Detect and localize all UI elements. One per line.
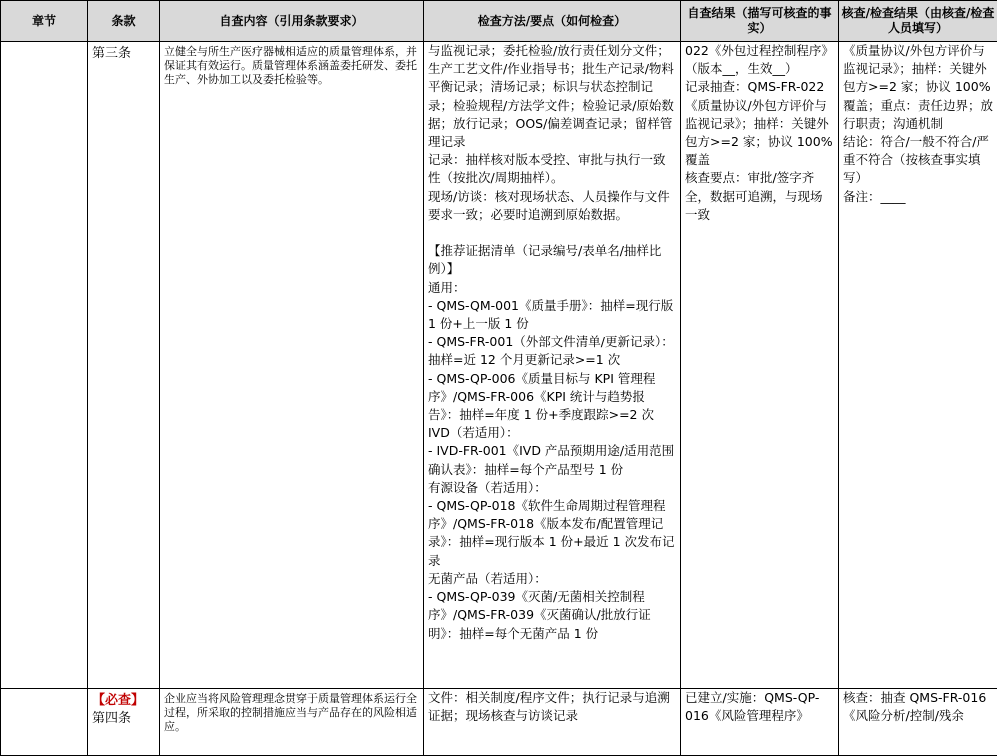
header-article: 条款 <box>88 1 160 42</box>
header-chapter: 章节 <box>1 1 88 42</box>
method-cell: 文件：相关制度/程序文件；执行记录与追溯证据；现场核查与访谈记录 <box>424 689 681 756</box>
result-cell: 已建立/实施：QMS-QP-016《风险管理程序》 <box>681 689 839 756</box>
article-cell: 第三条 <box>88 42 160 689</box>
header-verify: 核查/检查结果（由核查/检查人员填写） <box>839 1 997 42</box>
chapter-cell <box>1 42 88 689</box>
verify-cell: 核查：抽查 QMS-FR-016《风险分析/控制/残余 <box>839 689 997 756</box>
table-row <box>1 689 997 756</box>
header-method: 检查方法/要点（如何检查） <box>424 1 681 42</box>
article-cell <box>88 689 160 756</box>
method-cell: 与监视记录；委托检验/放行责任划分文件；生产工艺文件/作业指导书；批生产记录/物料平衡记录；清场记录；标识与状态控制记录；检验规程/方法学文件；检验记录/原始数据；放行记录；OOS/偏差调查记录；留样管理记录 记录：抽样核对版本受控、审批与执行一致性（按批次/周期抽样）。 现场/访谈：核对现场状态、人员操作与文件要求一致；必要时追溯到原始数据。 【推荐证据清单（记录编号/表单名/抽样比例）】 通用： - QMS-QM-001《质量手册》：抽样=现行版 1 份+上一版 1 份 - QMS-FR-001（外部文件清单/更新记录）：抽样=近 12 个月更新记录>=1 次 - QMS-QP-006《质量目标与 KPI 管理程序》/QMS-FR-006《KPI 统计与趋势报告》：抽样=年度 1 份+季度跟踪>=2 次 IVD（若适用）： - IVD-FR-001《IVD 产品预期用途/适用范围确认表》：抽样=每个产品型号 1 份 有源设备（若适用）： - QMS-QP-018《软件生命周期过程管理程序》/QMS-FR-018《版本发布/配置管理记录》：抽样=现行版本 1 份+最近 1 次发布记录 无菌产品（若适用）： - QMS-QP-039《灭菌/无菌相关控制程序》/QMS-FR-039《灭菌确认/批放行证明》：抽样=每个无菌产品 1 份 <box>424 42 681 689</box>
table-row <box>1 42 997 689</box>
chapter-cell <box>1 689 88 756</box>
result-cell: 022《外包过程控制程序》（版本__，生效__） 记录抽查：QMS-FR-022《质量协议/外包方评价与监视记录》；抽样：关键外包方>=2 家；协议 100%覆盖 核查要点：审批/签字齐全，数据可追溯，与现场一致 <box>681 42 839 689</box>
must-check-badge: 【必查】 <box>92 692 155 710</box>
article-label: 第四条 <box>92 710 155 728</box>
header-row <box>1 1 997 42</box>
content-cell: 企业应当将风险管理理念贯穿于质量管理体系运行全过程，所采取的控制措施应当与产品存在的风险相适应。 <box>160 689 424 756</box>
header-content: 自查内容（引用条款要求） <box>160 1 424 42</box>
header-result: 自查结果（描写可核查的事实） <box>681 1 839 42</box>
content-cell: 立健全与所生产医疗器械相适应的质量管理体系，并保证其有效运行。质量管理体系涵盖委托研发、委托生产、外协加工以及委托检验等。 <box>160 42 424 689</box>
verify-cell: 《质量协议/外包方评价与监视记录》；抽样：关键外包方>=2 家；协议 100%覆盖；重点：责任边界；放行职责；沟通机制 结论：符合/一般不符合/严重不符合（按核查事实填写） 备注：____ <box>839 42 997 689</box>
